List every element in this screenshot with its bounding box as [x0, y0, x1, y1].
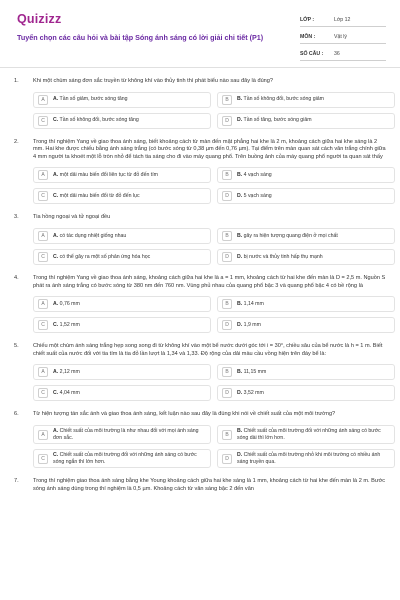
page-header: [0, 0, 400, 60]
option-letter-badge: B: [222, 170, 232, 180]
option-label: C.: [53, 390, 59, 397]
answer-options: [33, 425, 386, 468]
meta-row-count: [300, 47, 386, 61]
option-label: C.: [53, 321, 59, 328]
option-text: [237, 96, 324, 103]
meta-value: 36: [334, 50, 340, 57]
option-content: Tần số giảm, bước sóng tăng: [59, 96, 128, 103]
option-text: [237, 193, 272, 200]
option-label: C.: [53, 253, 59, 260]
option-letter-badge: D: [222, 191, 232, 201]
option-text: [237, 172, 272, 179]
option-label: C.: [53, 452, 59, 459]
question-item: [14, 411, 386, 468]
option-content: 1,52 mm: [59, 321, 80, 328]
question-text: Trong thí nghiệm giao thoa ánh sáng bằng khe Young khoảng cách giữa hai khe sáng là 1 mm, khoảng cách từ hai khe đến màn là 2 m. Bước sóng ánh sáng dùng trong thí nghiệm là 0,5 µm. Khoảng cách từ vân sáng bậc 2 đến vân: [33, 478, 386, 492]
option-content: 1,9 mm: [243, 321, 261, 328]
option-letter-badge: D: [222, 252, 232, 262]
option-content: Chiết suất của môi trường đối với những ánh sáng có bước sóng dài thì lớn hơn.: [237, 427, 381, 441]
option-content: 5 vạch sáng: [243, 193, 272, 200]
option-letter-badge: D: [222, 116, 232, 126]
option-label: D.: [237, 193, 243, 200]
header-divider: [0, 67, 400, 68]
option-text: [53, 452, 206, 465]
answer-option-d[interactable]: [217, 317, 395, 333]
answer-options: [33, 296, 386, 333]
option-text: [237, 233, 338, 240]
option-content: một dải màu biến đổi liên tục từ đỏ đến tím: [59, 172, 158, 179]
document-title: Tuyển chọn các câu hỏi và bài tập Sóng ánh sáng có lời giải chi tiết (P1): [17, 33, 264, 42]
option-text: [53, 390, 80, 397]
option-letter-badge: C: [38, 116, 48, 126]
option-content: gây ra hiện tượng quang điện ở mọi chất: [243, 232, 338, 239]
option-text: [237, 254, 323, 261]
option-content: 3,52 mm: [243, 390, 264, 397]
option-letter-badge: A: [38, 231, 48, 241]
question-item: [14, 139, 386, 205]
answer-option-b[interactable]: [217, 425, 395, 444]
option-content: 4 vạch sáng: [243, 172, 272, 179]
option-letter-badge: A: [38, 299, 48, 309]
option-text: [53, 117, 139, 124]
question-text: Trong thí nghiệm Yang về giao thoa ánh sáng, biết khoảng cách từ màn đến mặt phẳng hai khe là 2 m, khoảng cách giữa hai khe sáng là 2 mm. Hai khe được chiếu bằng ánh sáng trắng (có bước sóng từ 0,38 µm đến 0,76 µm). Tại điểm trên màn quan sát cách vân trắng chính giữa 4 mm người ta khoét một lỗ tròn nhỏ để tách tia sáng cho đi vào máy quang phổ. Trên buồng ảnh của máy quang phổ người ta quan sát thấy: [33, 138, 386, 160]
option-content: có tác dụng nhiệt giống nhau: [59, 232, 127, 239]
option-letter-badge: A: [38, 367, 48, 377]
option-text: [53, 254, 150, 261]
option-text: [237, 117, 312, 124]
answer-option-d[interactable]: [217, 188, 395, 204]
question-item: [14, 275, 386, 333]
option-letter-badge: C: [38, 454, 48, 464]
option-content: một dải màu biến đổi từ đỏ đến lục: [59, 193, 140, 200]
option-label: C.: [53, 193, 59, 200]
option-letter-badge: A: [38, 95, 48, 105]
option-label: A.: [53, 96, 59, 103]
question-item: [14, 478, 386, 493]
question-text: Chiếu một chùm ánh sáng trắng hẹp song song đi từ không khí vào một bể nước dưới góc tới i = 30°, chiều sâu của bể nước là h = 1 m. Biết chiết suất của nước đối với tia tím là tia đỏ lần lượt là 1,34 và 1,33. Độ rộng của dải màu cầu vồng hiện trên đáy bể là:: [33, 343, 383, 357]
option-text: [53, 428, 206, 441]
answer-option-a[interactable]: [33, 364, 211, 380]
question-text: Từ hiện tượng tán sắc ánh và giao thoa ánh sáng, kết luận nào sau đây là đúng khi nói về chiết suất của một môi trường?: [33, 411, 336, 418]
question-text: Tia hồng ngoại và tử ngoại đều: [33, 214, 111, 221]
answer-option-b[interactable]: [217, 296, 395, 312]
answer-option-a[interactable]: [33, 92, 211, 108]
option-label: D.: [237, 452, 243, 459]
option-content: 2,12 mm: [59, 369, 80, 376]
answer-option-d[interactable]: [217, 385, 395, 401]
option-content: Chiết suất của môi trường là như nhau đối với mọi ánh sáng đơn sắc.: [53, 427, 199, 441]
answer-option-d[interactable]: [217, 113, 395, 129]
question-list: [0, 78, 400, 504]
option-letter-badge: C: [38, 252, 48, 262]
answer-option-d[interactable]: [217, 449, 395, 468]
option-label: D.: [237, 253, 243, 260]
option-letter-badge: B: [222, 95, 232, 105]
option-label: A.: [53, 427, 59, 434]
option-content: 0,76 mm: [59, 300, 80, 307]
answer-option-a[interactable]: [33, 228, 211, 244]
option-label: A.: [53, 369, 59, 376]
option-label: B.: [237, 427, 243, 434]
option-text: [237, 428, 390, 441]
option-letter-badge: D: [222, 320, 232, 330]
option-label: B.: [237, 96, 243, 103]
meta-label: SỐ CÂU :: [300, 50, 324, 57]
answer-options: [33, 228, 386, 265]
option-text: [53, 193, 140, 200]
option-content: Chiết suất của môi trường đối với những ánh sáng có bước sóng ngắn thì lớn hơn.: [53, 452, 197, 465]
option-label: B.: [237, 172, 243, 179]
answer-option-b[interactable]: [217, 228, 395, 244]
answer-options: [33, 167, 386, 204]
option-label: B.: [237, 369, 243, 376]
option-text: [53, 322, 80, 329]
option-label: D.: [237, 321, 243, 328]
answer-option-b[interactable]: [217, 167, 395, 183]
option-text: [53, 172, 158, 179]
question-number: 6.: [14, 411, 19, 418]
meta-value: Vật lý: [334, 33, 347, 40]
option-letter-badge: C: [38, 388, 48, 398]
option-label: A.: [53, 172, 59, 179]
option-letter-badge: C: [38, 320, 48, 330]
question-item: [14, 78, 386, 129]
question-number: 2.: [14, 138, 19, 145]
option-label: C.: [53, 117, 59, 124]
option-content: có thể gây ra một số phản ứng hóa học: [59, 253, 151, 260]
answer-option-b[interactable]: [217, 364, 395, 380]
question-item: [14, 214, 386, 265]
meta-row-class: [300, 13, 386, 27]
option-label: A.: [53, 300, 59, 307]
question-number: 1.: [14, 78, 19, 84]
option-text: [53, 96, 128, 103]
question-number: 3.: [14, 214, 19, 221]
answer-option-c[interactable]: [33, 113, 211, 129]
option-letter-badge: A: [38, 170, 48, 180]
answer-option-c[interactable]: [33, 317, 211, 333]
answer-option-b[interactable]: [217, 92, 395, 108]
option-label: B.: [237, 300, 243, 307]
option-letter-badge: C: [38, 191, 48, 201]
answer-option-c[interactable]: [33, 385, 211, 401]
meta-label: LỚP :: [300, 16, 315, 23]
answer-option-c[interactable]: [33, 249, 211, 265]
option-label: A.: [53, 232, 59, 239]
option-letter-badge: A: [38, 430, 48, 440]
option-letter-badge: B: [222, 430, 232, 440]
answer-option-a[interactable]: [33, 296, 211, 312]
answer-options: [33, 364, 386, 401]
option-content: Tần số không đổi, bước sóng tăng: [59, 117, 139, 124]
answer-option-c[interactable]: [33, 188, 211, 204]
option-text: [53, 233, 126, 240]
question-number: 5.: [14, 343, 19, 350]
answer-option-a[interactable]: [33, 425, 211, 444]
question-number: 7.: [14, 478, 19, 485]
option-label: D.: [237, 117, 243, 124]
option-content: 4,04 mm: [59, 390, 80, 397]
option-text: [237, 390, 264, 397]
option-text: [237, 301, 264, 308]
option-label: D.: [237, 390, 243, 397]
option-letter-badge: D: [222, 454, 232, 464]
option-letter-badge: B: [222, 299, 232, 309]
question-item: [14, 343, 386, 401]
meta-table: [300, 13, 386, 64]
option-content: 1,14 mm: [243, 300, 264, 307]
meta-value: Lớp 12: [334, 16, 351, 23]
answer-option-d[interactable]: [217, 249, 395, 265]
option-text: [237, 322, 261, 329]
answer-option-a[interactable]: [33, 167, 211, 183]
question-text: Khi một chùm sáng đơn sắc truyền từ không khí vào thủy tinh thì phát biểu nào sau đây là đúng?: [33, 78, 274, 84]
option-content: 11,15 mm: [243, 369, 267, 376]
option-letter-badge: D: [222, 388, 232, 398]
question-text: Trong thí nghiệm Yang về giao thoa ánh sáng, khoảng cách giữa hai khe là a = 1 mm, khoảng cách từ hai khe đến màn là D = 2,5 m. Nguồn S phát ra ánh sáng trắng có bước sóng từ 380 nm đến 760 nm. Vùng phủ nhau của quang phổ bậc 3 và quang phổ bậc 4 có bề rộng là: [33, 274, 386, 289]
option-text: [53, 301, 80, 308]
option-letter-badge: B: [222, 231, 232, 241]
answer-option-c[interactable]: [33, 449, 211, 468]
option-label: B.: [237, 232, 243, 239]
meta-row-subject: [300, 30, 386, 44]
option-letter-badge: B: [222, 367, 232, 377]
option-text: [237, 452, 390, 465]
answer-options: [33, 92, 386, 129]
option-text: [53, 369, 80, 376]
meta-label: MÔN :: [300, 33, 316, 40]
option-text: [237, 369, 266, 376]
option-content: Chiết suất của môi trường nhỏ khi môi trường có nhiều ánh sáng truyền qua.: [237, 452, 381, 465]
option-content: bị nước và thủy tinh hấp thụ mạnh: [243, 253, 323, 260]
quizizz-logo[interactable]: Quizizz: [17, 12, 62, 26]
option-content: Tần số tăng, bước sóng giảm: [243, 117, 312, 124]
option-content: Tần số không đổi, bước sóng giảm: [243, 96, 324, 103]
question-number: 4.: [14, 274, 19, 281]
